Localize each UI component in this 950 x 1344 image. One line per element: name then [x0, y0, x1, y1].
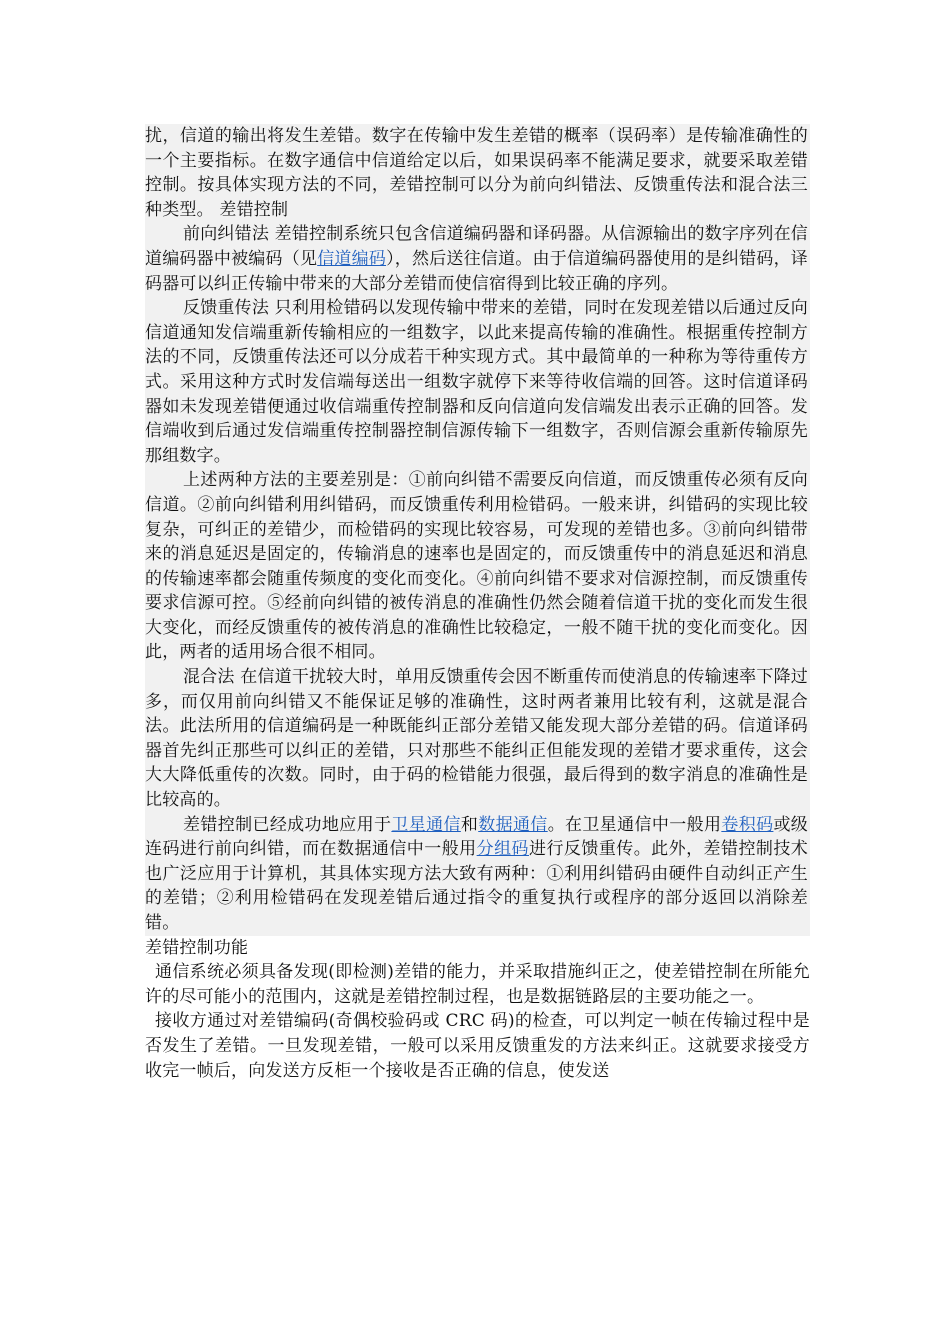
link-data-communication[interactable]: 数据通信 [478, 814, 548, 835]
paragraph-hybrid-method: 混合法 在信道干扰较大时，单用反馈重传会因不断重传而使消息的传输速率下降过多，而仅用前向纠错又不能保证足够的准确性，这时两者兼用比较有利，这就是混合法。此法所用的信道编码是一种既能纠正部分差错又能发现大部分差错的码。信道译码器首先纠正那些可以纠正的差错，只对那些不能纠正但能发现的差错才要求重传，这会大大降低重传的次数。同时，由于码的检错能力很强，最后得到的数字消息的准确性是比较高的。 [145, 667, 808, 811]
text-segment: ），然后送往信道。由于信道编码器使用的是纠错码，译码器可以纠正传输中带来的大部分差错而使信宿得到比较正确的序列。 [145, 248, 808, 294]
paragraph-receiver-check: 接收方通过对差错编码(奇偶校验码或 CRC 码)的检查，可以判定一帧在传输过程中是否发生了差错。一旦发现差错，一般可以采用反馈重发的方法来纠正。这就要求接受方收完一帧后，向发送方反柜一个接收是否正确的信息，使发送 [145, 1011, 810, 1081]
paragraph-forward-error-correction [145, 222, 808, 296]
text-segment: 前向纠错法 差错控制系统只包含信道编码器和译码器。从信源输出的数字序列在信道编码器中被编码（见 [145, 224, 808, 269]
text-segment: 和 [460, 814, 479, 835]
section-heading: 差错控制功能 [145, 937, 249, 958]
paragraph-intro: 扰，信道的输出将发生差错。数字在传输中发生差错的概率（误码率）是传输准确性的一个主要指标。在数字通信中信道给定以后，如果误码率不能满足要求，就要采取差错控制。按具体实现方法的不同，差错控制可以分为前向纠错法、反馈重传法和混合法三种类型。 差错控制 [145, 126, 808, 220]
paragraph-comparison: 上述两种方法的主要差别是：①前向纠错不需要反向信道，而反馈重传必须有反向信道。②前向纠错利用纠错码，而反馈重传利用检错码。一般来讲，纠错码的实现比较复杂，可纠正的差错少，而检错码的实现比较容易，可发现的差错也多。③前向纠错带来的消息延迟是固定的，传输消息的速率也是固定的，而反馈重传中的消息延迟和消息的传输速率都会随重传频度的变化而变化。④前向纠错不要求对信源控制，而反馈重传要求信源可控。⑤经前向纠错的被传消息的准确性仍然会随着信道干扰的变化而发生很大变化，而经反馈重传的被传消息的准确性比较稳定，一般不随干扰的变化而变化。因此，两者的适用场合很不相同。 [145, 470, 808, 663]
text-segment: 。在卫星通信中一般用 [547, 814, 722, 835]
link-satellite-communication[interactable]: 卫星通信 [391, 814, 461, 835]
text-segment: 或级连码进行前向纠错，而在数据通信中一般用 [145, 814, 809, 860]
link-convolutional-code[interactable]: 卷积码 [721, 814, 774, 835]
paragraph-applications [145, 813, 808, 936]
paragraph-feedback-retransmission: 反馈重传法 只利用检错码以发现传输中带来的差错，同时在发现差错以后通过反向信道通知发信端重新传输相应的一组数字，以此来提高传输的准确性。根据重传控制方法的不同，反馈重传法还可以分成若干种实现方式。其中最简单的一种称为等待重传方式。采用这种方式时发信端每送出一组数字就停下来等待收信端的回答。这时信道译码器如未发现差错便通过收信端重传控制器和反向信道向发信端发出表示正确的回答。发信端收到后通过发信端重传控制器控制信源传输下一组数字，否则信源会重新传输原先那组数字。 [145, 298, 808, 466]
link-block-code[interactable]: 分组码 [476, 839, 529, 860]
plain-section [145, 936, 810, 1084]
text-segment: 差错控制已经成功地应用于 [183, 814, 392, 835]
text-segment: 进行反馈重传。此外，差错控制技术也广泛应用于计算机，其具体实现方法大致有两种：①利用纠错码由硬件自动纠正产生的差错；②利用检错码在发现差错后通过指令的重复执行或程序的部分返回以消除差错。 [145, 839, 809, 933]
link-channel-coding[interactable]: 信道编码 [317, 248, 387, 269]
paragraph-error-control-function: 通信系统必须具备发现(即检测)差错的能力，并采取措施纠正之，使差错控制在所能允许的尽可能小的范围内，这就是差错控制过程，也是数据链路层的主要功能之一。 [145, 962, 810, 1007]
shaded-section [145, 124, 810, 936]
document-body [145, 124, 810, 1083]
